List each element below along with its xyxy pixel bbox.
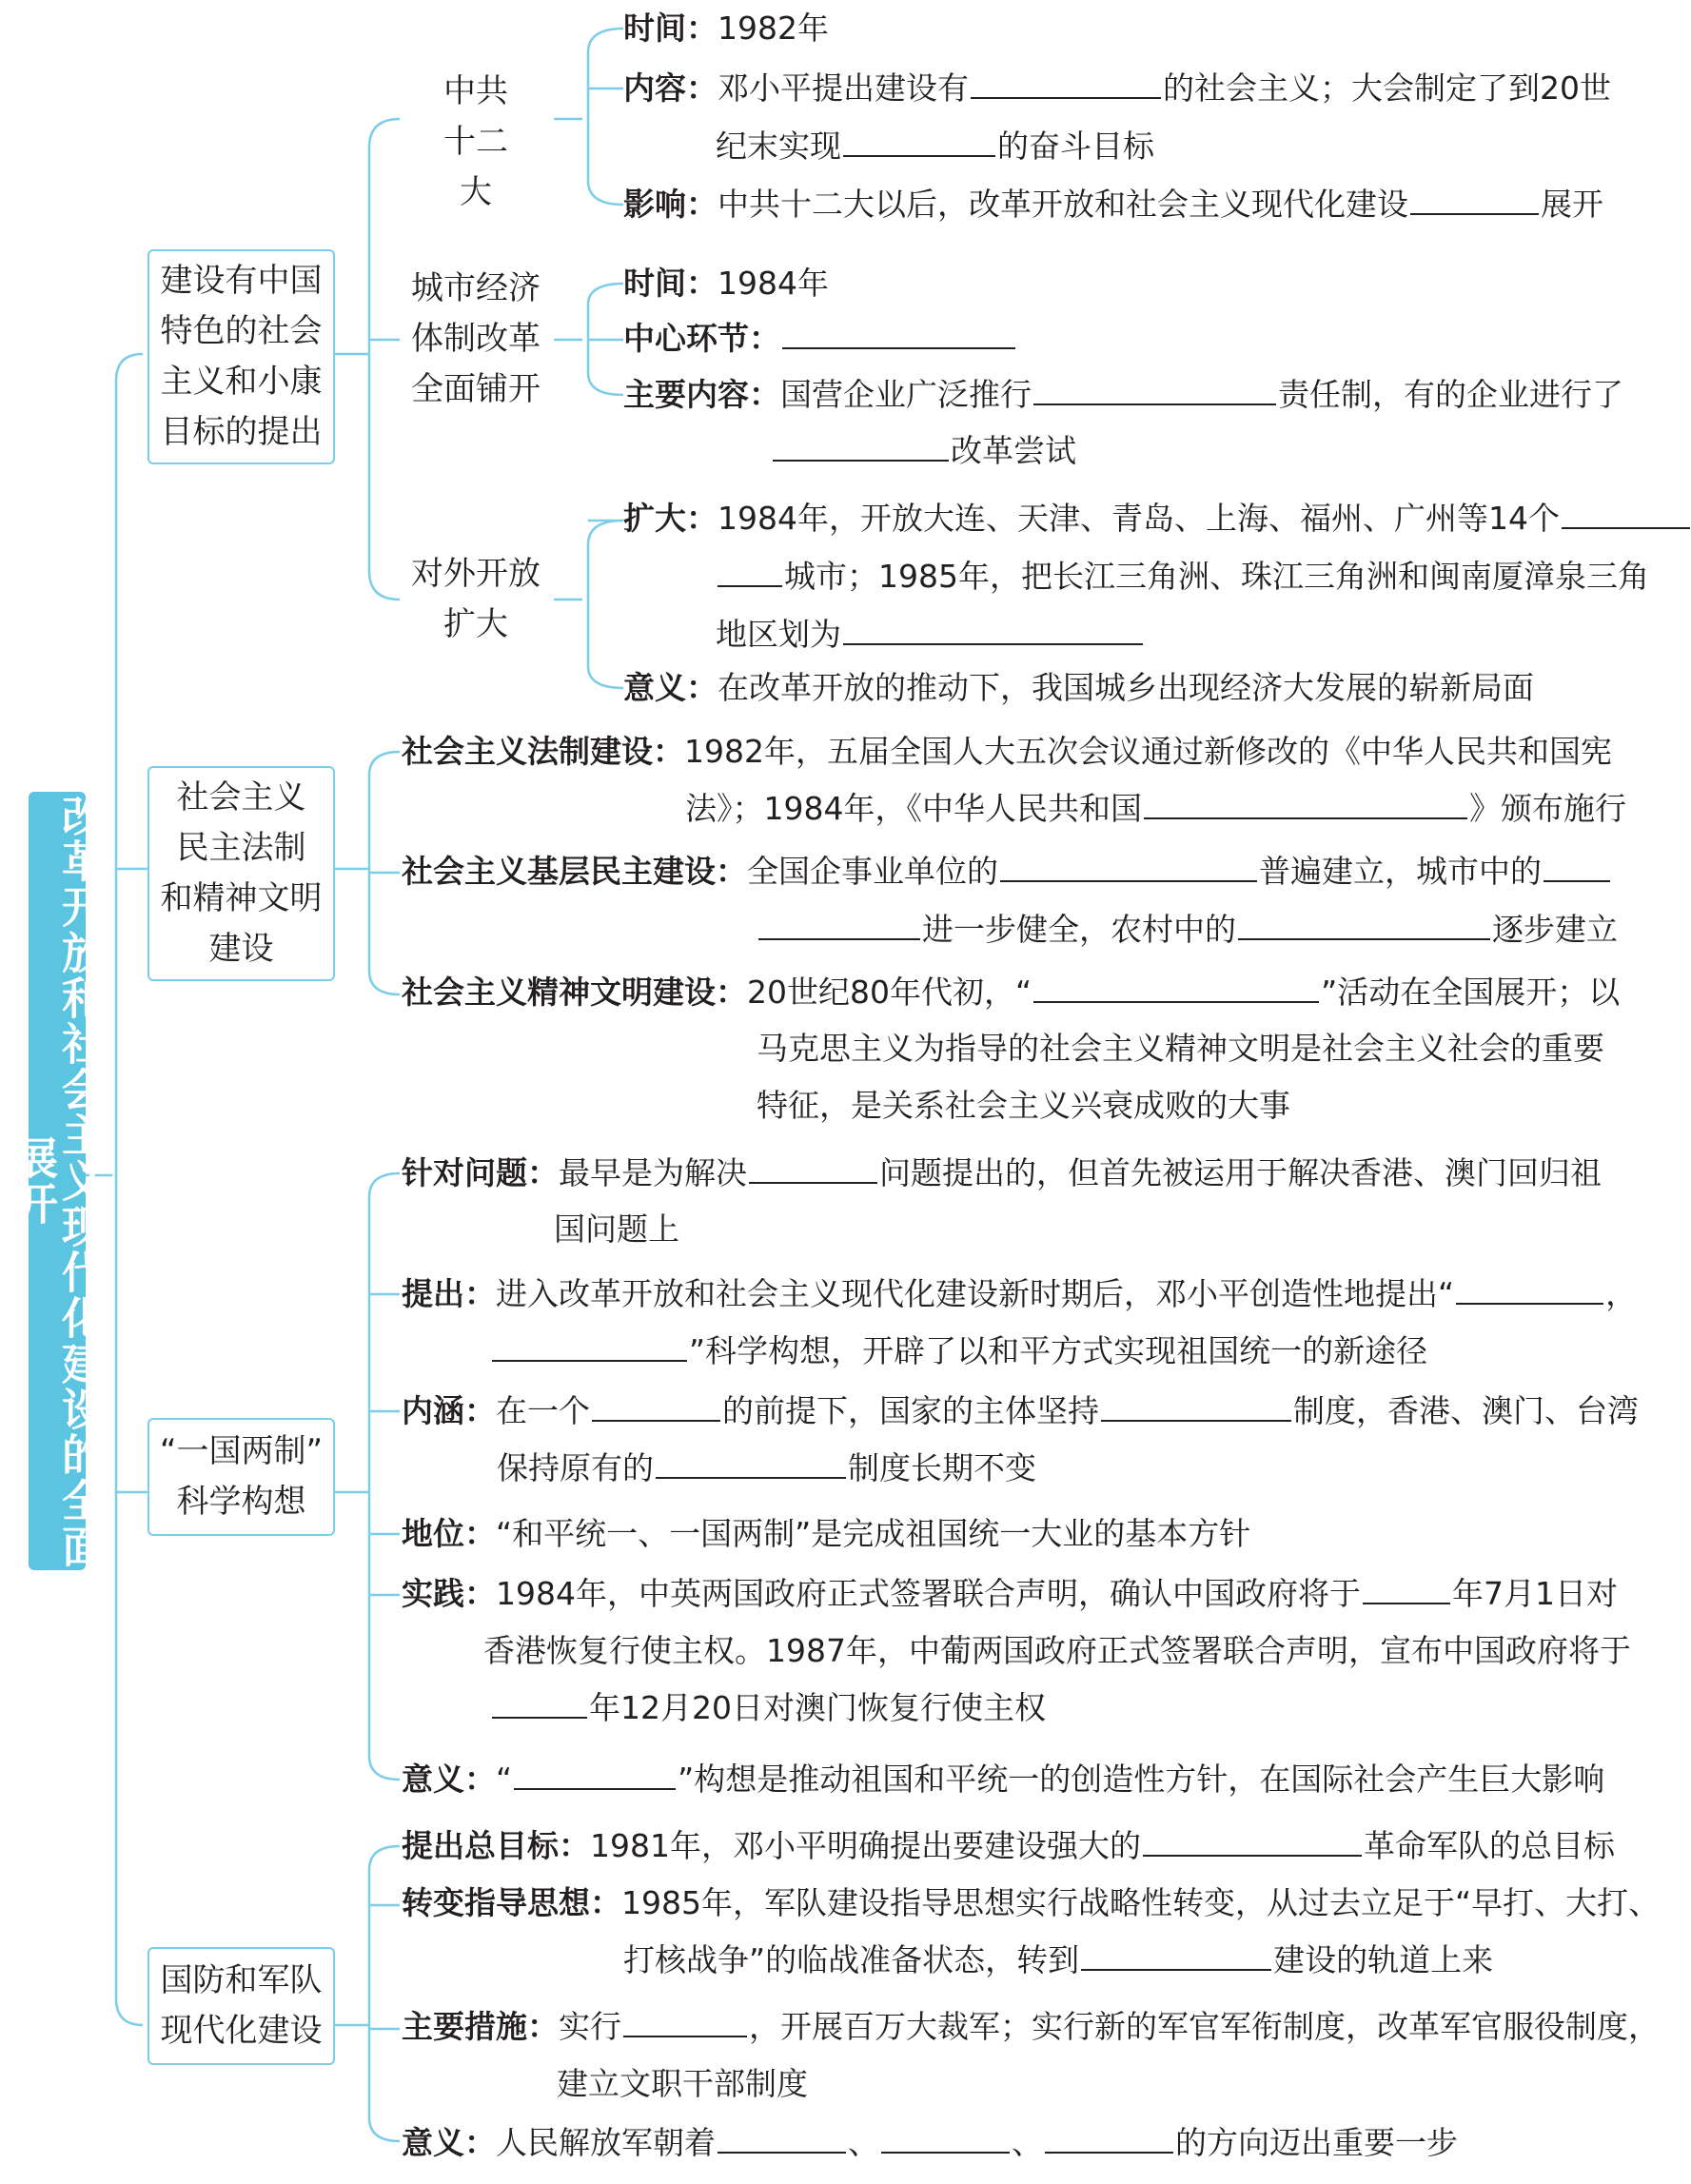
line-defense-measures: 主要措施：实行 ，开展百万大裁军；实行新的军官军衔制度，改革军官服役制度， (402, 1998, 1660, 2056)
section-label: 国防和军队 现代化建设 (160, 1961, 323, 2050)
answer-blank[interactable] (1410, 181, 1539, 215)
line-12th-time: 时间：1982年 (623, 10, 829, 47)
section-label: 建设有中国 特色的社会 主义和小康 目标的提出 (160, 262, 323, 451)
answer-blank[interactable] (971, 65, 1161, 99)
answer-blank[interactable] (843, 123, 995, 157)
answer-blank[interactable] (881, 2119, 1010, 2154)
line-ocs-practice: 实践：1984年，中英两国政府正式签署联合声明，确认中国政府将于 年7月1日对 (402, 1565, 1618, 1623)
section-label: “一国两制” 科学构想 (159, 1432, 324, 1521)
line-ocs-status: 地位：“和平统一、一国两制”是完成祖国统一大业的基本方针 (402, 1515, 1251, 1552)
sub-node-12th-congress (409, 67, 542, 218)
sub-node-label: 中共 十二 大 (443, 72, 508, 211)
line-opening-expand-cont: 城市；1985年，把长江三角洲、珠江三角洲和闽南厦漳泉三角 (716, 548, 1649, 605)
line-ocs-connotation-cont: 保持原有的 制度长期不变 (497, 1440, 1036, 1497)
mindmap-title: 改革开放和社会主义现代化建设的全面展开 (8, 793, 107, 1569)
answer-blank[interactable] (1544, 848, 1610, 882)
line-urban-center: 中心环节： (623, 310, 1017, 367)
answer-blank[interactable] (1045, 2119, 1173, 2154)
line-opening-expand-cont2: 地区划为 (716, 606, 1145, 663)
answer-blank[interactable] (1143, 1822, 1362, 1857)
line-grassroots-democracy: 社会主义基层民主建设：全国企事业单位的 普遍建立，城市中的 (402, 843, 1612, 900)
answer-blank[interactable] (492, 1684, 587, 1719)
answer-blank[interactable] (1033, 371, 1276, 405)
answer-blank[interactable] (592, 1387, 720, 1422)
line-spiritual-civilization-cont2: 特征，是关系社会主义兴衰成败的大事 (757, 1087, 1290, 1124)
answer-blank[interactable] (492, 1328, 687, 1362)
sub-node-opening-up (400, 549, 552, 650)
line-12th-impact: 影响：中共十二大以后，改革开放和社会主义现代化建设 展开 (623, 176, 1603, 233)
line-urban-main: 主要内容：国营企业广泛推行 责任制，有的企业进行了 (623, 366, 1623, 423)
line-legal-construction: 社会主义法制建设：1982年，五届全国人大五次会议通过新修改的《中华人民共和国宪 (402, 733, 1612, 770)
line-ocs-target: 针对问题：最早是为解决 问题提出的，但首先被运用于解决香港、澳门回归祖 (402, 1145, 1602, 1202)
section-box-national-defense (147, 1947, 335, 2065)
answer-blank[interactable] (1101, 1387, 1291, 1422)
line-legal-construction-cont: 法》；1984年，《中华人民共和国 》颁布施行 (685, 780, 1626, 837)
line-spiritual-civilization-cont: 马克思主义为指导的社会主义精神文明是社会主义社会的重要 (757, 1030, 1604, 1067)
line-ocs-practice-cont2: 年12月20日对澳门恢复行使主权 (490, 1680, 1046, 1737)
line-spiritual-civilization: 社会主义精神文明建设：20世纪80年代初，“ ”活动在全国展开；以 (402, 964, 1620, 1021)
answer-blank[interactable] (1238, 906, 1490, 940)
section-label: 社会主义 民主法制 和精神文明 建设 (160, 778, 323, 968)
line-defense-shift: 转变指导思想：1985年，军队建设指导思想实行战略性转变，从过去立足于“早打、大打、 (402, 1884, 1661, 1921)
answer-blank[interactable] (1033, 969, 1319, 1003)
line-defense-shift-cont: 打核战争”的临战准备状态，转到 建设的轨道上来 (623, 1932, 1493, 1989)
line-urban-main-cont: 改革尝试 (771, 423, 1076, 480)
line-opening-expand: 扩大：1984年，开放大连、天津、青岛、上海、福州、广州等14个 (623, 490, 1691, 547)
answer-blank[interactable] (758, 906, 920, 940)
answer-blank[interactable] (749, 1150, 877, 1184)
answer-blank[interactable] (1562, 495, 1690, 529)
sub-node-urban-reform (400, 264, 552, 415)
line-ocs-propose-cont: ”科学构想，开辟了以和平方式实现祖国统一的新途径 (490, 1323, 1427, 1380)
answer-blank[interactable] (843, 611, 1143, 645)
answer-blank[interactable] (718, 2119, 846, 2154)
line-grassroots-democracy-cont: 进一步健全，农村中的 逐步建立 (757, 901, 1618, 958)
answer-blank[interactable] (1456, 1270, 1603, 1305)
section-box-one-country-two-systems (147, 1418, 335, 1536)
line-12th-content: 内容：邓小平提出建设有 的社会主义；大会制定了到20世 (623, 60, 1611, 117)
line-12th-content-cont: 纪末实现 的奋斗目标 (716, 118, 1154, 175)
sub-node-label: 城市经济 体制改革 全面铺开 (411, 269, 541, 408)
line-urban-time: 时间：1984年 (623, 265, 829, 302)
line-ocs-connotation: 内涵：在一个 的前提下，国家的主体坚持 制度，香港、澳门、台湾 (402, 1383, 1639, 1440)
answer-blank[interactable] (782, 315, 1015, 349)
answer-blank[interactable] (623, 2003, 747, 2037)
section-box-democracy-legal (147, 766, 335, 981)
line-defense-measures-cont: 建立文职干部制度 (557, 2065, 808, 2102)
answer-blank[interactable] (514, 1756, 676, 1790)
line-ocs-propose: 提出：进入改革开放和社会主义现代化建设新时期后，邓小平创造性地提出“ ， (402, 1266, 1637, 1323)
line-opening-meaning: 意义：在改革开放的推动下，我国城乡出现经济大发展的崭新局面 (623, 669, 1534, 706)
answer-blank[interactable] (718, 553, 782, 587)
section-box-socialism-characteristics (147, 249, 335, 464)
line-defense-goal: 提出总目标：1981年，邓小平明确提出要建设强大的 革命军队的总目标 (402, 1818, 1615, 1875)
answer-blank[interactable] (1144, 785, 1467, 819)
line-ocs-meaning: 意义：“ ”构想是推动祖国和平统一的创造性方针，在国际社会产生巨大影响 (402, 1751, 1604, 1808)
answer-blank[interactable] (773, 427, 949, 462)
answer-blank[interactable] (1000, 848, 1257, 882)
sub-node-label: 对外开放 扩大 (411, 555, 541, 643)
answer-blank[interactable] (1363, 1570, 1450, 1604)
answer-blank[interactable] (1081, 1937, 1271, 1971)
line-ocs-target-cont: 国问题上 (554, 1210, 679, 1248)
line-defense-meaning: 意义：人民解放军朝着 、 、 的方向迈出重要一步 (402, 2115, 1458, 2172)
answer-blank[interactable] (656, 1445, 846, 1479)
line-ocs-practice-cont: 香港恢复行使主权。1987年，中葡两国政府正式签署联合声明，宣布中国政府将于 (483, 1632, 1631, 1669)
